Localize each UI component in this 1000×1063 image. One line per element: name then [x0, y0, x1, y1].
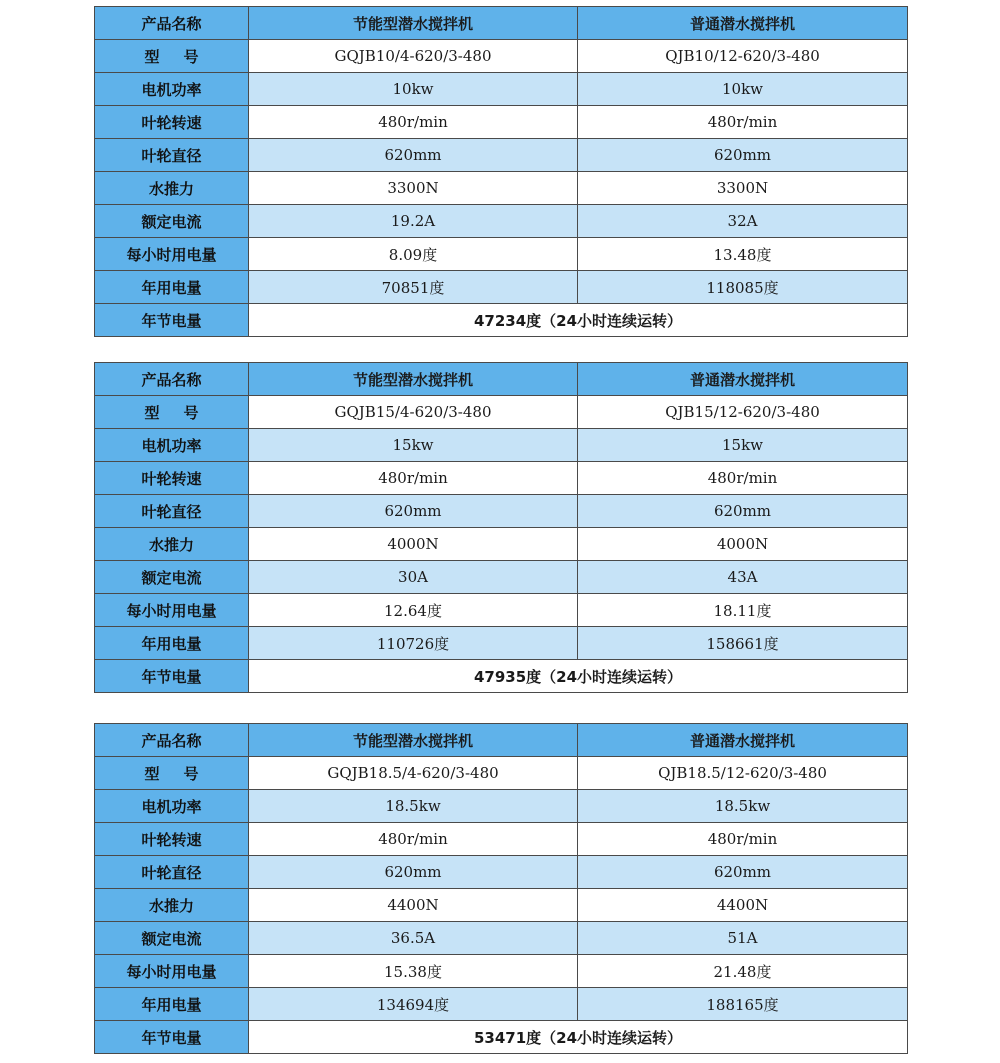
ordinary-power: 10kw [578, 73, 908, 106]
annual-saving-row [95, 1021, 908, 1054]
model-label: 型号 [95, 396, 249, 429]
annual-saving-row [95, 304, 908, 337]
energy-saving-model: GQJB18.5/4-620/3-480 [249, 757, 578, 790]
energy-saving-diameter: 620mm [249, 139, 578, 172]
ordinary-current: 51A [578, 922, 908, 955]
hourly-power-row [95, 594, 908, 627]
impeller-diameter-label: 叶轮直径 [95, 139, 249, 172]
energy-saving-current: 30A [249, 561, 578, 594]
ordinary-current: 43A [578, 561, 908, 594]
ordinary-column-header: 普通潜水搅拌机 [578, 363, 908, 396]
impeller-speed-label: 叶轮转速 [95, 106, 249, 139]
ordinary-diameter: 620mm [578, 139, 908, 172]
annual-saving-label: 年节电量 [95, 660, 249, 693]
header-row [95, 363, 908, 396]
impeller-speed-row [95, 106, 908, 139]
ordinary-hourly: 21.48度 [578, 955, 908, 988]
motor-power-label: 电机功率 [95, 73, 249, 106]
impeller-speed-label: 叶轮转速 [95, 823, 249, 856]
spec-table-1 [94, 6, 908, 337]
energy-saving-current: 19.2A [249, 205, 578, 238]
annual-power-label: 年用电量 [95, 271, 249, 304]
annual-saving-value: 47935度（24小时连续运转） [249, 660, 908, 693]
hourly-power-row [95, 955, 908, 988]
impeller-speed-row [95, 823, 908, 856]
thrust-label: 水推力 [95, 528, 249, 561]
energy-saving-speed: 480r/min [249, 462, 578, 495]
ordinary-speed: 480r/min [578, 823, 908, 856]
annual-power-row [95, 988, 908, 1021]
annual-power-row [95, 271, 908, 304]
energy-saving-diameter: 620mm [249, 495, 578, 528]
model-row [95, 40, 908, 73]
impeller-diameter-row [95, 495, 908, 528]
energy-saving-model: GQJB15/4-620/3-480 [249, 396, 578, 429]
rated-current-row [95, 922, 908, 955]
energy-saving-column-header: 节能型潜水搅拌机 [249, 724, 578, 757]
impeller-diameter-label: 叶轮直径 [95, 495, 249, 528]
ordinary-model: QJB18.5/12-620/3-480 [578, 757, 908, 790]
impeller-speed-label: 叶轮转速 [95, 462, 249, 495]
annual-saving-row [95, 660, 908, 693]
motor-power-row [95, 73, 908, 106]
product-name-label: 产品名称 [95, 724, 249, 757]
ordinary-diameter: 620mm [578, 856, 908, 889]
header-row [95, 7, 908, 40]
model-row [95, 396, 908, 429]
energy-saving-thrust: 4000N [249, 528, 578, 561]
energy-saving-current: 36.5A [249, 922, 578, 955]
ordinary-model: QJB15/12-620/3-480 [578, 396, 908, 429]
annual-power-row [95, 627, 908, 660]
rated-current-row [95, 561, 908, 594]
motor-power-label: 电机功率 [95, 790, 249, 823]
ordinary-current: 32A [578, 205, 908, 238]
energy-saving-hourly: 8.09度 [249, 238, 578, 271]
product-name-label: 产品名称 [95, 7, 249, 40]
spec-table-3 [94, 723, 908, 1054]
model-row [95, 757, 908, 790]
ordinary-thrust: 3300N [578, 172, 908, 205]
annual-saving-label: 年节电量 [95, 1021, 249, 1054]
ordinary-column-header: 普通潜水搅拌机 [578, 724, 908, 757]
ordinary-annual: 118085度 [578, 271, 908, 304]
ordinary-hourly: 18.11度 [578, 594, 908, 627]
thrust-label: 水推力 [95, 889, 249, 922]
annual-power-label: 年用电量 [95, 988, 249, 1021]
energy-saving-column-header: 节能型潜水搅拌机 [249, 363, 578, 396]
thrust-row [95, 889, 908, 922]
ordinary-thrust: 4000N [578, 528, 908, 561]
rated-current-label: 额定电流 [95, 922, 249, 955]
energy-saving-annual: 134694度 [249, 988, 578, 1021]
energy-saving-power: 15kw [249, 429, 578, 462]
annual-saving-value: 47234度（24小时连续运转） [249, 304, 908, 337]
motor-power-row [95, 790, 908, 823]
ordinary-power: 15kw [578, 429, 908, 462]
energy-saving-thrust: 3300N [249, 172, 578, 205]
model-label: 型号 [95, 40, 249, 73]
ordinary-diameter: 620mm [578, 495, 908, 528]
energy-saving-hourly: 12.64度 [249, 594, 578, 627]
energy-saving-speed: 480r/min [249, 106, 578, 139]
ordinary-annual: 188165度 [578, 988, 908, 1021]
product-name-label: 产品名称 [95, 363, 249, 396]
hourly-power-label: 每小时用电量 [95, 955, 249, 988]
ordinary-annual: 158661度 [578, 627, 908, 660]
rated-current-row [95, 205, 908, 238]
hourly-power-label: 每小时用电量 [95, 594, 249, 627]
rated-current-label: 额定电流 [95, 561, 249, 594]
impeller-diameter-row [95, 139, 908, 172]
energy-saving-speed: 480r/min [249, 823, 578, 856]
energy-saving-model: GQJB10/4-620/3-480 [249, 40, 578, 73]
energy-saving-column-header: 节能型潜水搅拌机 [249, 7, 578, 40]
thrust-row [95, 528, 908, 561]
ordinary-power: 18.5kw [578, 790, 908, 823]
ordinary-model: QJB10/12-620/3-480 [578, 40, 908, 73]
impeller-speed-row [95, 462, 908, 495]
impeller-diameter-row [95, 856, 908, 889]
ordinary-column-header: 普通潜水搅拌机 [578, 7, 908, 40]
ordinary-speed: 480r/min [578, 462, 908, 495]
energy-saving-annual: 70851度 [249, 271, 578, 304]
energy-saving-diameter: 620mm [249, 856, 578, 889]
impeller-diameter-label: 叶轮直径 [95, 856, 249, 889]
ordinary-hourly: 13.48度 [578, 238, 908, 271]
motor-power-row [95, 429, 908, 462]
ordinary-speed: 480r/min [578, 106, 908, 139]
energy-saving-thrust: 4400N [249, 889, 578, 922]
annual-saving-value: 53471度（24小时连续运转） [249, 1021, 908, 1054]
energy-saving-annual: 110726度 [249, 627, 578, 660]
annual-power-label: 年用电量 [95, 627, 249, 660]
energy-saving-power: 18.5kw [249, 790, 578, 823]
thrust-row [95, 172, 908, 205]
rated-current-label: 额定电流 [95, 205, 249, 238]
spec-table-2 [94, 362, 908, 693]
model-label: 型号 [95, 757, 249, 790]
hourly-power-label: 每小时用电量 [95, 238, 249, 271]
annual-saving-label: 年节电量 [95, 304, 249, 337]
motor-power-label: 电机功率 [95, 429, 249, 462]
hourly-power-row [95, 238, 908, 271]
ordinary-thrust: 4400N [578, 889, 908, 922]
energy-saving-hourly: 15.38度 [249, 955, 578, 988]
header-row [95, 724, 908, 757]
energy-saving-power: 10kw [249, 73, 578, 106]
thrust-label: 水推力 [95, 172, 249, 205]
